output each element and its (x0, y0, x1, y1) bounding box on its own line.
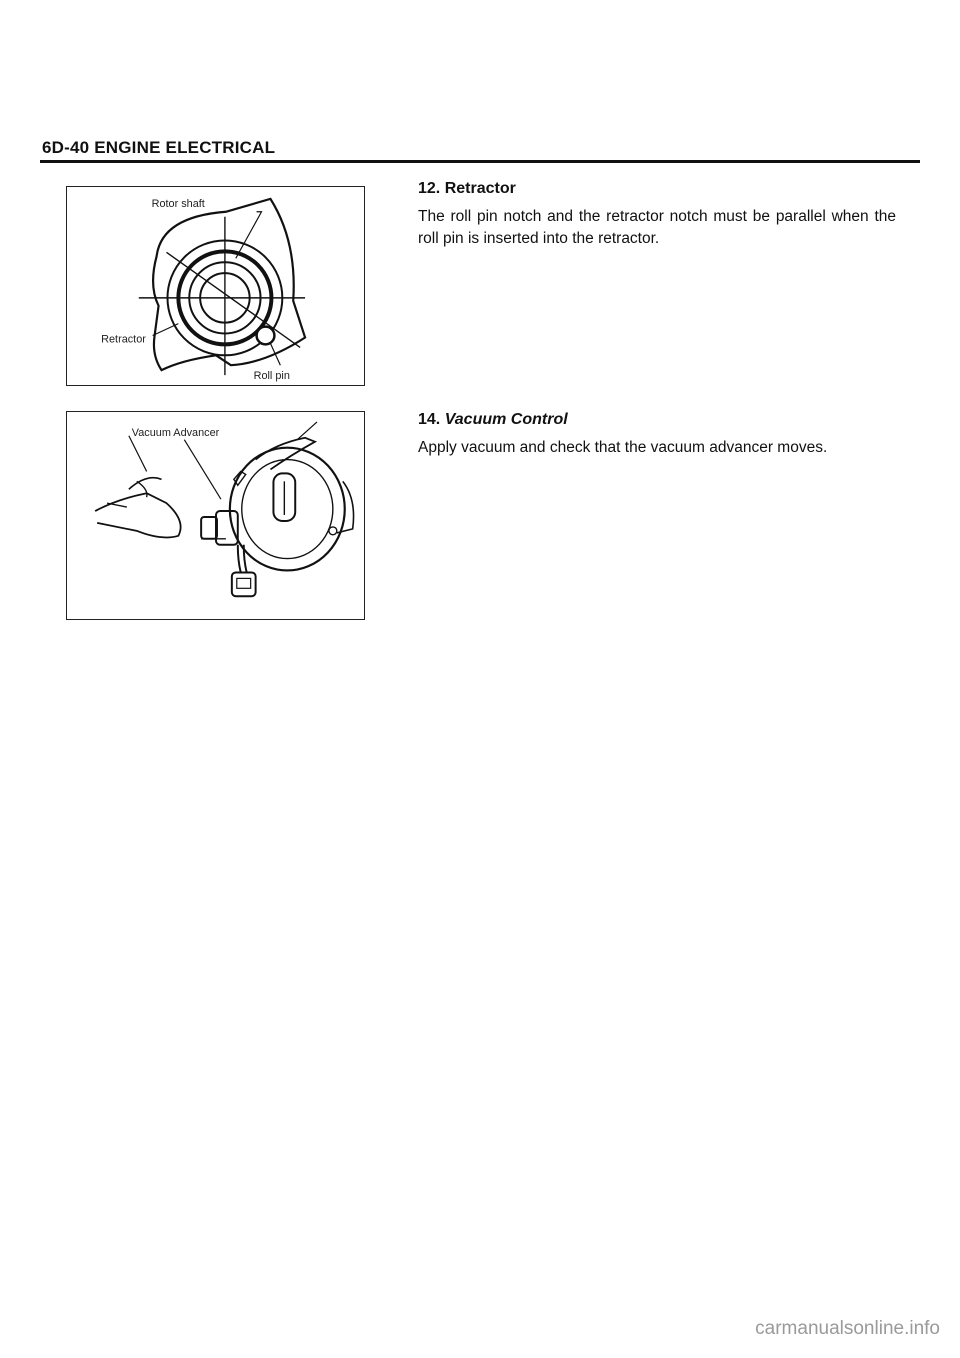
page-header: 6D-40 ENGINE ELECTRICAL (42, 138, 276, 157)
section-vacuum-control (418, 411, 896, 459)
retractor-label: Retractor (101, 333, 146, 346)
section-retractor (418, 180, 896, 250)
section-title (418, 180, 896, 198)
retractor-figure (66, 186, 365, 386)
vacuum-advancer-illustration (67, 412, 364, 619)
vacuum-advancer-label: Vacuum Advancer (131, 426, 220, 439)
rotor-shaft-label: Rotor shaft (151, 197, 205, 210)
header-rule (40, 160, 920, 163)
section-body: Apply vacuum and check that the vacuum advancer moves. (418, 439, 828, 456)
section-title (418, 411, 896, 429)
section-body: The roll pin notch and the retractor notch must be parallel when the roll pin is inserted into the retractor. (418, 208, 896, 247)
section-heading: Vacuum Control (444, 411, 568, 428)
section-number: 12. (418, 180, 441, 197)
site-watermark: carmanualsonline.info (755, 1318, 940, 1339)
roll-pin-label: Roll pin (253, 370, 290, 383)
section-heading: Retractor (444, 180, 516, 197)
retractor-illustration (67, 187, 364, 385)
vacuum-advancer-figure (66, 411, 365, 620)
section-number: 14. (418, 411, 441, 428)
